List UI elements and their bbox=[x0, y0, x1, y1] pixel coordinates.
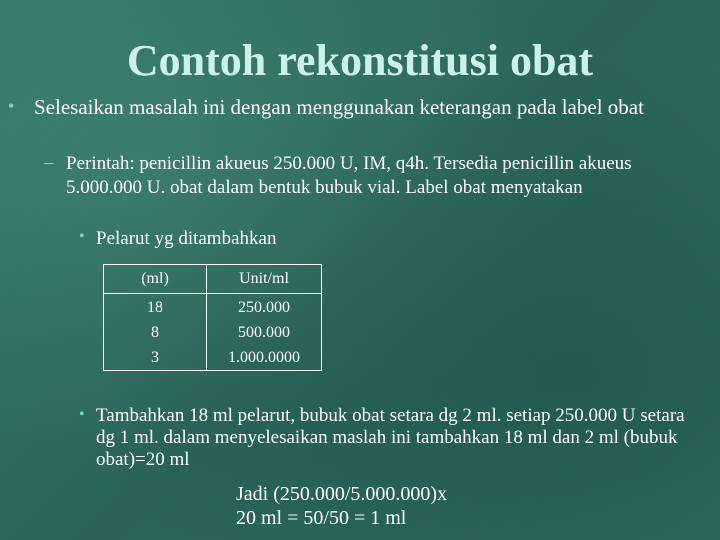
ml-value: 8 bbox=[151, 323, 159, 341]
table-header-unit: Unit/ml bbox=[207, 265, 322, 294]
sub-bullet-instruction: Perintah: penicillin akueus 250.000 U, IM, q4h. Tersedia penicillin akueus 5.000.000 U. obat dalam bentuk bubuk vial. Label obat menyatakan bbox=[66, 153, 632, 198]
result-line: Jadi (250.000/5.000.000)x bbox=[236, 483, 448, 505]
table-header-ml: (ml) bbox=[104, 265, 207, 294]
bullet-main: Selesaikan masalah ini dengan menggunakan keterangan pada label obat bbox=[34, 95, 644, 119]
unit-value: 500.000 bbox=[238, 323, 290, 341]
bullet-icon: • bbox=[79, 406, 85, 423]
dash-icon: – bbox=[44, 152, 54, 173]
bullet-icon: • bbox=[8, 96, 15, 116]
ml-value: 18 bbox=[147, 298, 163, 316]
slide-title: Contoh rekonstitusi obat bbox=[126, 36, 594, 85]
sub-bullet-solvent: Pelarut yg ditambahkan bbox=[96, 228, 277, 249]
table-cell-unit bbox=[207, 294, 322, 371]
unit-value: 250.000 bbox=[238, 298, 290, 316]
dilution-table bbox=[103, 264, 322, 371]
unit-value: 1.000.0000 bbox=[228, 348, 300, 366]
ml-value: 3 bbox=[151, 348, 159, 366]
sub-bullet-explanation: Tambahkan 18 ml pelarut, bubuk obat setara dg 2 ml. setiap 250.000 U setara dg 1 ml. dalam menyelesaikan maslah ini tambahkan 18 ml dan 2 ml (bubuk obat)=20 ml bbox=[96, 405, 685, 470]
table-cell-ml bbox=[104, 294, 207, 371]
result-block bbox=[236, 482, 447, 530]
bullet-icon: • bbox=[79, 228, 85, 245]
result-line: 20 ml = 50/50 = 1 ml bbox=[236, 507, 407, 529]
